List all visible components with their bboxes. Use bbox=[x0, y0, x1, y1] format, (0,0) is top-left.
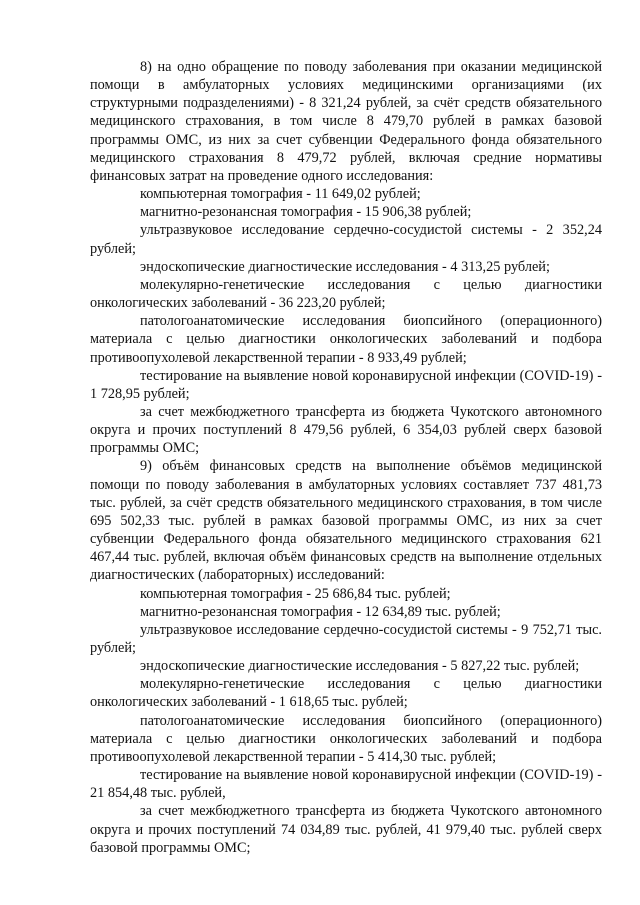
paragraph-ultrasound-volume: ультразвуковое исследование сердечно-сосудистой системы - 9 752,71 тыс. рублей; bbox=[90, 621, 602, 656]
paragraph-pathology-volume: патологоанатомические исследования биопсийного (операционного) материала с целью диагностики онкологических заболеваний и подбора противоопухолевой лекарственной терапии - 5 414,30 тыс. рублей; bbox=[90, 712, 602, 765]
paragraph-endoscopy-norm: эндоскопические диагностические исследования - 4 313,25 рублей; bbox=[140, 258, 550, 275]
paragraph-ct-volume: компьютерная томография - 25 686,84 тыс. рублей; bbox=[140, 585, 451, 602]
paragraph-pathology-norm: патологоанатомические исследования биопсийного (операционного) материала с целью диагностики онкологических заболеваний и подбора противоопухолевой лекарственной терапии - 8 933,49 рублей; bbox=[90, 313, 602, 366]
paragraph-molecular-genetic-norm: молекулярно-генетические исследования с целью диагностики онкологических заболеваний - 36 223,20 рублей; bbox=[90, 276, 602, 312]
paragraph-item-9-intro: 9) объём финансовых средств на выполнение объёмов медицинской помощи по поводу заболевания в амбулаторных условиях составляет 737 481,73 тыс. рублей, за счёт средств обязательного медицинского страхования, в том числе 695 502,33 тыс. рублей в рамках базовой программы ОМС, из них за счет субвенции Федерального фонда обязательного медицинского страхования 621 467,44 тыс. рублей, включая объём финансовых средств на выполнение отдельных диагностических (лабораторных) исследований: bbox=[90, 458, 602, 584]
paragraph-transfer-volume: за счет межбюджетного трансферта из бюджета Чукотского автономного округа и прочих поступлений 74 034,89 тыс. рублей, 41 979,40 тыс. рублей сверх базовой программы ОМС; bbox=[90, 803, 602, 856]
paragraph-ultrasound-norm: ультразвуковое исследование сердечно-сосудистой системы - 2 352,24 рублей; bbox=[90, 222, 602, 257]
paragraph-molecular-genetic-volume: молекулярно-генетические исследования с целью диагностики онкологических заболеваний - 1 618,65 тыс. рублей; bbox=[90, 676, 602, 711]
paragraph-mrt-volume: магнитно-резонансная томография - 12 634,89 тыс. рублей; bbox=[140, 603, 501, 620]
paragraph-covid-test-norm: тестирование на выявление новой коронавирусной инфекции (COVID-19) - 1 728,95 рублей; bbox=[90, 367, 602, 402]
paragraph-mrt-norm: магнитно-резонансная томография - 15 906,38 рублей; bbox=[140, 204, 472, 221]
paragraph-covid-test-volume: тестирование на выявление новой коронавирусной инфекции (COVID-19) - 21 854,48 тыс. рублей, bbox=[90, 767, 602, 802]
paragraph-item-8-intro: 8) на одно обращение по поводу заболевания при оказании медицинской помощи в амбулаторных условиях медицинскими организациями (их структурными подразделениями) - 8 321,24 рублей, за счёт средств обязательного медицинского страхования, в том числе 8 479,70 рублей в рамках базовой программы ОМС, из них за счет субвенции Федерального фонда обязательного медицинского страхования 8 479,72 рублей, включая средние нормативы финансовых затрат на проведение одного исследования: bbox=[90, 59, 602, 184]
paragraph-ct-norm: компьютерная томография - 11 649,02 рублей; bbox=[140, 186, 421, 203]
paragraph-transfer-norm: за счет межбюджетного трансферта из бюджета Чукотского автономного округа и прочих поступлений 8 479,56 рублей, 6 354,03 рублей сверх базовой программы ОМС; bbox=[90, 403, 602, 457]
paragraph-endoscopy-volume: эндоскопические диагностические исследования - 5 827,22 тыс. рублей; bbox=[140, 658, 580, 675]
